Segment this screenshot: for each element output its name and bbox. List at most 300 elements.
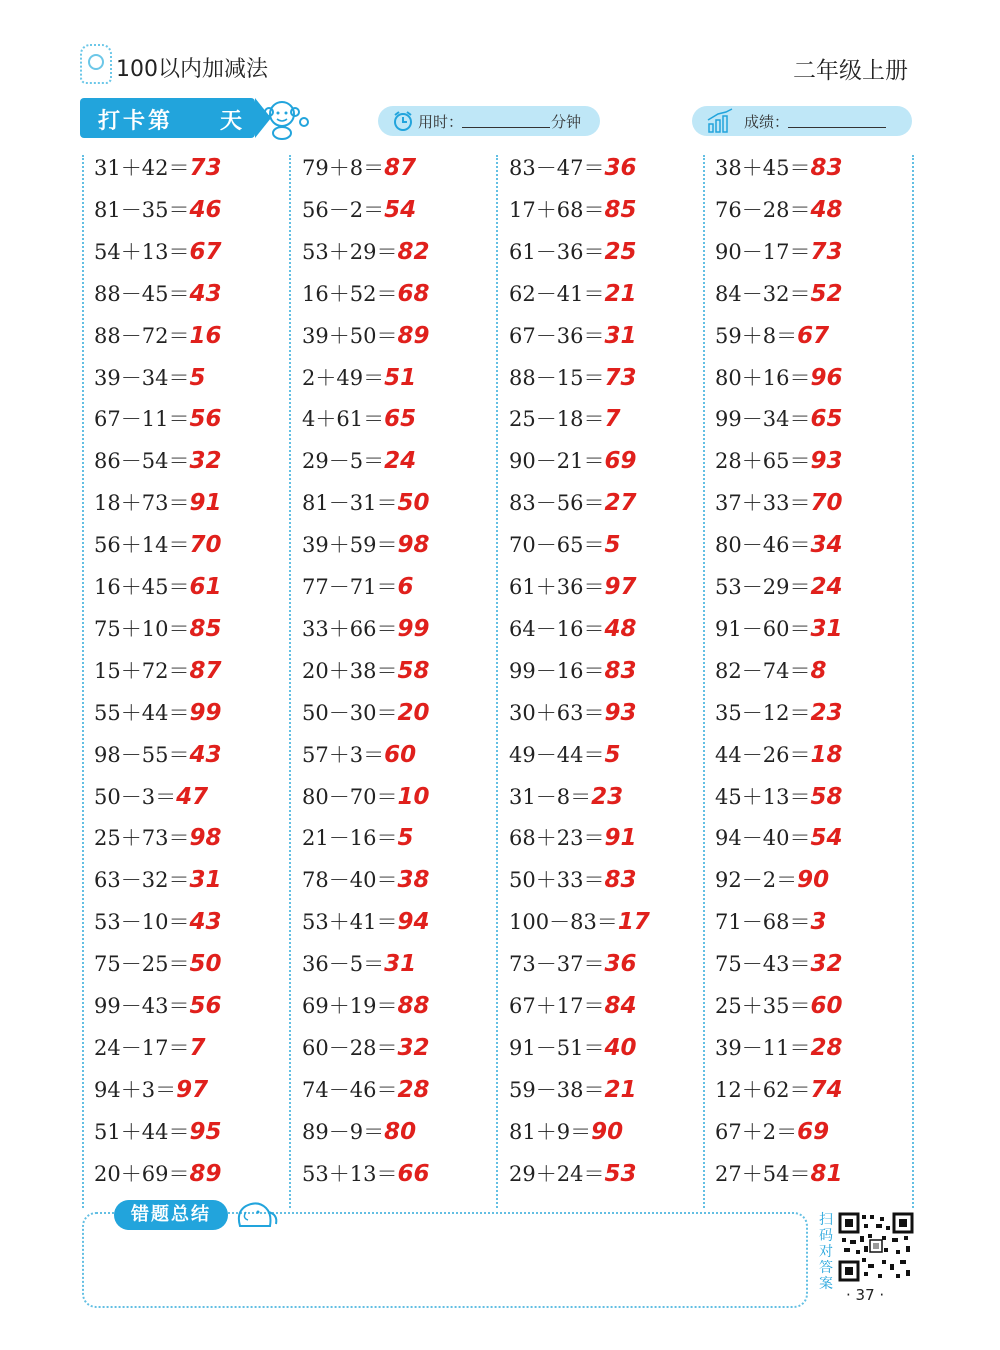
handwritten-answer: 67 xyxy=(189,238,222,265)
equation-row xyxy=(509,278,636,308)
equation-question: 24－17＝ xyxy=(94,1035,190,1060)
equation-row xyxy=(94,739,221,769)
equation-question: 80－46＝ xyxy=(715,533,811,558)
equation-row xyxy=(302,403,416,433)
equation-row xyxy=(715,152,842,182)
handwritten-answer: 54 xyxy=(810,825,843,852)
handwritten-answer: 95 xyxy=(189,1118,222,1145)
time-unit: 分钟 xyxy=(551,113,582,131)
handwritten-answer: 73 xyxy=(604,364,637,391)
equation-question: 99－16＝ xyxy=(509,658,605,683)
equation-row xyxy=(302,152,416,182)
handwritten-answer: 46 xyxy=(189,196,222,223)
equation-row xyxy=(302,445,416,475)
equation-question: 82－74＝ xyxy=(715,658,811,683)
equation-question: 67－36＝ xyxy=(509,323,605,348)
equation-row xyxy=(715,1116,829,1146)
handwritten-answer: 74 xyxy=(810,1076,843,1103)
mascot-icon xyxy=(80,44,112,84)
equation-question: 29＋24＝ xyxy=(509,1161,605,1186)
equation-row xyxy=(715,194,842,224)
equation-question: 51＋44＝ xyxy=(94,1119,190,1144)
equation-question: 63－32＝ xyxy=(94,868,190,893)
equation-row xyxy=(94,613,221,643)
equation-row xyxy=(715,1032,842,1062)
handwritten-answer: 85 xyxy=(604,196,637,223)
equation-row xyxy=(302,822,413,852)
equation-question: 2＋49＝ xyxy=(302,365,385,390)
checkin-label: 打卡第 xyxy=(98,109,174,134)
equation-question: 33＋66＝ xyxy=(302,616,398,641)
handwritten-answer: 5 xyxy=(604,532,621,559)
equation-question: 75＋10＝ xyxy=(94,616,190,641)
equation-row xyxy=(715,278,842,308)
handwritten-answer: 23 xyxy=(591,783,624,810)
handwritten-answer: 6 xyxy=(397,574,414,600)
equation-row xyxy=(94,403,221,433)
equation-row xyxy=(715,571,842,601)
equation-question: 59＋8＝ xyxy=(715,323,798,348)
equation-question: 67＋17＝ xyxy=(509,994,605,1018)
handwritten-answer: 87 xyxy=(189,657,222,684)
equation-row xyxy=(715,236,842,266)
equation-row xyxy=(302,236,429,266)
equation-row xyxy=(302,655,429,685)
equation-question: 39＋59＝ xyxy=(302,533,398,558)
handwritten-answer: 93 xyxy=(810,448,843,475)
handwritten-answer: 24 xyxy=(810,574,843,600)
equation-row xyxy=(715,697,842,727)
equation-question: 78－40＝ xyxy=(302,868,398,893)
equation-row xyxy=(94,781,208,811)
handwritten-answer: 47 xyxy=(176,783,209,810)
checkin-day-suffix: 天 xyxy=(220,109,243,134)
equation-question: 31＋42＝ xyxy=(94,156,190,180)
equation-row xyxy=(509,1116,623,1146)
handwritten-answer: 20 xyxy=(397,699,430,726)
handwritten-answer: 73 xyxy=(810,238,843,265)
handwritten-answer: 21 xyxy=(604,280,637,307)
equation-row xyxy=(302,948,416,978)
equation-question: 60－28＝ xyxy=(302,1035,398,1060)
handwritten-answer: 23 xyxy=(810,699,843,726)
equation-question: 45＋13＝ xyxy=(715,784,811,809)
handwritten-answer: 80 xyxy=(384,1118,417,1145)
equation-question: 91－51＝ xyxy=(509,1035,605,1060)
handwritten-answer: 5 xyxy=(604,741,621,768)
handwritten-answer: 34 xyxy=(810,532,843,559)
equation-row xyxy=(509,822,636,852)
equation-question: 86－54＝ xyxy=(94,449,190,474)
equation-question: 84－32＝ xyxy=(715,281,811,306)
handwritten-answer: 70 xyxy=(189,532,222,559)
equation-row xyxy=(94,278,221,308)
equation-row xyxy=(94,1074,208,1104)
equation-question: 61＋36＝ xyxy=(509,575,605,599)
column-divider xyxy=(496,155,498,1208)
equation-question: 81－31＝ xyxy=(302,491,398,516)
equation-row xyxy=(715,739,842,769)
equation-row xyxy=(302,362,416,392)
equation-question: 53－10＝ xyxy=(94,910,190,935)
handwritten-answer: 65 xyxy=(384,406,417,433)
handwritten-answer: 83 xyxy=(604,867,637,894)
equation-question: 54＋13＝ xyxy=(94,239,190,264)
equation-question: 83－56＝ xyxy=(509,491,605,516)
equation-question: 29－5＝ xyxy=(302,449,385,474)
scan-answer-label: 扫 码 对 答 案 xyxy=(819,1212,833,1292)
handwritten-answer: 36 xyxy=(604,951,637,978)
equation-row xyxy=(509,1032,636,1062)
equation-row xyxy=(94,655,221,685)
handwritten-answer: 31 xyxy=(189,867,222,894)
equation-question: 37＋33＝ xyxy=(715,491,811,516)
handwritten-answer: 3 xyxy=(810,909,827,936)
handwritten-answer: 91 xyxy=(604,825,637,852)
equation-question: 67－11＝ xyxy=(94,407,190,432)
equation-row xyxy=(302,990,429,1020)
handwritten-answer: 96 xyxy=(810,364,843,391)
equation-row xyxy=(302,1158,429,1188)
equation-question: 88－15＝ xyxy=(509,365,605,390)
qr-code-icon[interactable] xyxy=(838,1212,914,1282)
equation-row xyxy=(715,948,842,978)
handwritten-answer: 53 xyxy=(604,1160,637,1187)
handwritten-answer: 36 xyxy=(604,155,637,181)
equation-row xyxy=(302,864,429,894)
bar-chart-icon xyxy=(706,108,734,134)
handwritten-answer: 60 xyxy=(384,741,417,768)
equation-row xyxy=(715,864,829,894)
equation-question: 21－16＝ xyxy=(302,826,398,851)
equation-question: 83－47＝ xyxy=(509,156,605,180)
equation-row xyxy=(715,906,826,936)
equation-question: 25＋35＝ xyxy=(715,994,811,1018)
equation-question: 55＋44＝ xyxy=(94,700,190,725)
equation-question: 68＋23＝ xyxy=(509,826,605,851)
handwritten-answer: 5 xyxy=(397,825,414,852)
handwritten-answer: 18 xyxy=(810,741,843,768)
equation-question: 56－2＝ xyxy=(302,197,385,222)
equation-row xyxy=(509,906,650,936)
equation-row xyxy=(94,362,205,392)
equation-question: 75－43＝ xyxy=(715,952,811,977)
equation-row xyxy=(302,781,429,811)
handwritten-answer: 43 xyxy=(189,741,222,768)
equation-question: 61－36＝ xyxy=(509,239,605,264)
equation-row xyxy=(509,781,623,811)
equation-question: 17＋68＝ xyxy=(509,197,605,222)
equation-row xyxy=(715,403,842,433)
equation-question: 31－8＝ xyxy=(509,784,592,809)
equation-row xyxy=(715,1074,842,1104)
handwritten-answer: 31 xyxy=(384,951,417,978)
time-label: 用时： xyxy=(418,113,464,131)
equation-row xyxy=(715,362,842,392)
handwritten-answer: 83 xyxy=(810,155,843,181)
handwritten-answer: 93 xyxy=(604,699,637,726)
equation-question: 69＋19＝ xyxy=(302,994,398,1018)
handwritten-answer: 32 xyxy=(397,1034,430,1061)
equation-row xyxy=(509,864,636,894)
score-label: 成绩： xyxy=(744,113,790,131)
handwritten-answer: 90 xyxy=(591,1118,624,1145)
equation-row xyxy=(302,571,413,601)
equation-row xyxy=(94,697,221,727)
time-blank[interactable] xyxy=(462,113,550,128)
equation-row xyxy=(509,990,636,1020)
handwritten-answer: 8 xyxy=(810,657,827,684)
equation-row xyxy=(509,236,636,266)
monkey-icon xyxy=(262,96,312,140)
equation-row xyxy=(94,822,221,852)
equation-question: 67＋2＝ xyxy=(715,1119,798,1144)
handwritten-answer: 24 xyxy=(384,448,417,475)
handwritten-answer: 5 xyxy=(189,364,206,391)
equation-question: 20＋69＝ xyxy=(94,1161,190,1186)
equation-row xyxy=(94,571,221,601)
handwritten-answer: 94 xyxy=(397,909,430,936)
handwritten-answer: 28 xyxy=(810,1034,843,1061)
equation-row xyxy=(94,990,221,1020)
handwritten-answer: 97 xyxy=(176,1076,209,1103)
equation-row xyxy=(302,529,429,559)
handwritten-answer: 60 xyxy=(810,993,843,1019)
handwritten-answer: 32 xyxy=(810,951,843,978)
equation-row xyxy=(715,445,842,475)
handwritten-answer: 31 xyxy=(604,322,637,349)
equation-row xyxy=(94,487,221,517)
equation-question: 39－34＝ xyxy=(94,365,190,390)
equation-question: 62－41＝ xyxy=(509,281,605,306)
equation-row xyxy=(94,320,221,350)
handwritten-answer: 65 xyxy=(810,406,843,433)
equation-question: 80－70＝ xyxy=(302,784,398,809)
equation-question: 16＋52＝ xyxy=(302,281,398,306)
equation-row xyxy=(94,236,221,266)
equation-row xyxy=(509,152,636,182)
equation-row xyxy=(509,571,636,601)
handwritten-answer: 43 xyxy=(189,909,222,936)
equation-question: 100－83＝ xyxy=(509,910,618,935)
equation-question: 90－21＝ xyxy=(509,449,605,474)
equation-row xyxy=(509,1074,636,1104)
equation-question: 25－18＝ xyxy=(509,407,605,432)
handwritten-answer: 58 xyxy=(397,657,430,684)
equation-question: 53＋41＝ xyxy=(302,910,398,935)
equation-question: 53－29＝ xyxy=(715,575,811,599)
handwritten-answer: 38 xyxy=(397,867,430,894)
handwritten-answer: 90 xyxy=(797,867,830,894)
equation-question: 81－35＝ xyxy=(94,197,190,222)
equation-question: 92－2＝ xyxy=(715,868,798,893)
equation-row xyxy=(715,655,826,685)
column-divider xyxy=(703,155,705,1208)
equation-row xyxy=(94,445,221,475)
equation-row xyxy=(94,529,221,559)
score-blank[interactable] xyxy=(788,113,886,128)
equation-row xyxy=(302,278,429,308)
error-summary-label: 错题总结 xyxy=(114,1200,228,1230)
handwritten-answer: 88 xyxy=(397,993,430,1019)
equation-question: 50＋33＝ xyxy=(509,868,605,893)
handwritten-answer: 98 xyxy=(189,825,222,852)
equation-question: 80＋16＝ xyxy=(715,365,811,390)
handwritten-answer: 28 xyxy=(397,1076,430,1103)
equation-row xyxy=(715,781,842,811)
handwritten-answer: 7 xyxy=(189,1034,206,1061)
equation-row xyxy=(302,613,429,643)
equation-row xyxy=(509,403,620,433)
equation-question: 44－26＝ xyxy=(715,742,811,767)
equation-question: 50－3＝ xyxy=(94,784,177,809)
equation-question: 73－37＝ xyxy=(509,952,605,977)
equation-question: 94＋3＝ xyxy=(94,1077,177,1102)
handwritten-answer: 16 xyxy=(189,322,222,349)
handwritten-answer: 68 xyxy=(397,280,430,307)
handwritten-answer: 73 xyxy=(189,155,222,181)
equation-question: 39＋50＝ xyxy=(302,323,398,348)
equation-row xyxy=(715,1158,842,1188)
handwritten-answer: 7 xyxy=(604,406,621,433)
equation-row xyxy=(509,655,636,685)
equation-question: 18＋73＝ xyxy=(94,491,190,516)
handwritten-answer: 97 xyxy=(604,574,637,600)
equation-question: 81＋9＝ xyxy=(509,1119,592,1144)
equation-row xyxy=(715,529,842,559)
page-number: · 37 · xyxy=(846,1286,885,1304)
handwritten-answer: 31 xyxy=(810,615,843,642)
equation-row xyxy=(509,948,636,978)
handwritten-answer: 84 xyxy=(604,993,637,1019)
equation-question: 56＋14＝ xyxy=(94,533,190,558)
elephant-icon xyxy=(232,1198,280,1232)
handwritten-answer: 54 xyxy=(384,196,417,223)
equation-row xyxy=(509,487,636,517)
handwritten-answer: 48 xyxy=(810,196,843,223)
equation-question: 98－55＝ xyxy=(94,742,190,767)
equation-row xyxy=(94,864,221,894)
equation-question: 50－30＝ xyxy=(302,700,398,725)
equation-question: 53＋29＝ xyxy=(302,239,398,264)
equation-row xyxy=(715,822,842,852)
equation-question: 27＋54＝ xyxy=(715,1161,811,1186)
equation-row xyxy=(715,320,829,350)
handwritten-answer: 98 xyxy=(397,532,430,559)
handwritten-answer: 25 xyxy=(604,238,637,265)
column-divider xyxy=(82,155,84,1208)
equation-row xyxy=(302,1032,429,1062)
equation-row xyxy=(94,1032,205,1062)
equation-question: 99－34＝ xyxy=(715,407,811,432)
equation-row xyxy=(94,948,221,978)
equation-row xyxy=(509,739,620,769)
equation-question: 89－9＝ xyxy=(302,1119,385,1144)
equation-question: 57＋3＝ xyxy=(302,742,385,767)
equation-row xyxy=(509,445,636,475)
handwritten-answer: 99 xyxy=(397,615,430,642)
equation-row xyxy=(94,194,221,224)
handwritten-answer: 50 xyxy=(189,951,222,978)
handwritten-answer: 66 xyxy=(397,1160,430,1187)
handwritten-answer: 82 xyxy=(397,238,430,265)
handwritten-answer: 89 xyxy=(397,322,430,349)
handwritten-answer: 40 xyxy=(604,1034,637,1061)
handwritten-answer: 89 xyxy=(189,1160,222,1187)
equation-question: 94－40＝ xyxy=(715,826,811,851)
equation-question: 75－25＝ xyxy=(94,952,190,977)
equation-question: 28＋65＝ xyxy=(715,449,811,474)
clock-icon xyxy=(392,110,414,132)
equation-row xyxy=(715,613,842,643)
column-divider xyxy=(289,155,291,1208)
handwritten-answer: 81 xyxy=(810,1160,843,1187)
handwritten-answer: 32 xyxy=(189,448,222,475)
handwritten-answer: 56 xyxy=(189,993,222,1019)
equation-row xyxy=(302,697,429,727)
handwritten-answer: 10 xyxy=(397,783,430,810)
equation-row xyxy=(302,320,429,350)
equation-row xyxy=(302,1074,429,1104)
equation-row xyxy=(302,1116,416,1146)
handwritten-answer: 56 xyxy=(189,406,222,433)
equation-question: 53＋13＝ xyxy=(302,1161,398,1186)
handwritten-answer: 27 xyxy=(604,490,637,517)
equation-row xyxy=(94,1158,221,1188)
equation-row xyxy=(715,990,842,1020)
equation-question: 25＋73＝ xyxy=(94,826,190,851)
equation-question: 12＋62＝ xyxy=(715,1077,811,1102)
equation-row xyxy=(509,320,636,350)
equation-question: 39－11＝ xyxy=(715,1035,811,1060)
equation-row xyxy=(302,487,429,517)
handwritten-answer: 52 xyxy=(810,280,843,307)
equation-row xyxy=(509,529,620,559)
handwritten-answer: 85 xyxy=(189,615,222,642)
equation-question: 59－38＝ xyxy=(509,1077,605,1102)
equation-question: 90－17＝ xyxy=(715,239,811,264)
handwritten-answer: 70 xyxy=(810,490,843,517)
equation-row xyxy=(302,194,416,224)
equation-row xyxy=(509,697,636,727)
equation-question: 71－68＝ xyxy=(715,910,811,935)
equation-row xyxy=(302,739,416,769)
handwritten-answer: 58 xyxy=(810,783,843,810)
equation-row xyxy=(94,152,221,182)
handwritten-answer: 69 xyxy=(604,448,637,475)
handwritten-answer: 83 xyxy=(604,657,637,684)
equation-question: 20＋38＝ xyxy=(302,658,398,683)
equation-question: 15＋72＝ xyxy=(94,658,190,683)
equation-question: 91－60＝ xyxy=(715,616,811,641)
handwritten-answer: 50 xyxy=(397,490,430,517)
equation-row xyxy=(94,1116,221,1146)
equation-question: 99－43＝ xyxy=(94,994,190,1018)
equation-question: 30＋63＝ xyxy=(509,700,605,725)
equation-question: 35－12＝ xyxy=(715,700,811,725)
handwritten-answer: 51 xyxy=(384,364,417,391)
equation-question: 79＋8＝ xyxy=(302,156,385,180)
equation-row xyxy=(509,613,636,643)
equation-question: 88－45＝ xyxy=(94,281,190,306)
equation-row xyxy=(509,1158,636,1188)
equation-question: 4＋61＝ xyxy=(302,407,385,432)
handwritten-answer: 61 xyxy=(189,574,222,600)
equation-row xyxy=(715,487,842,517)
handwritten-answer: 67 xyxy=(797,322,830,349)
equation-row xyxy=(509,362,636,392)
equation-row xyxy=(509,194,636,224)
